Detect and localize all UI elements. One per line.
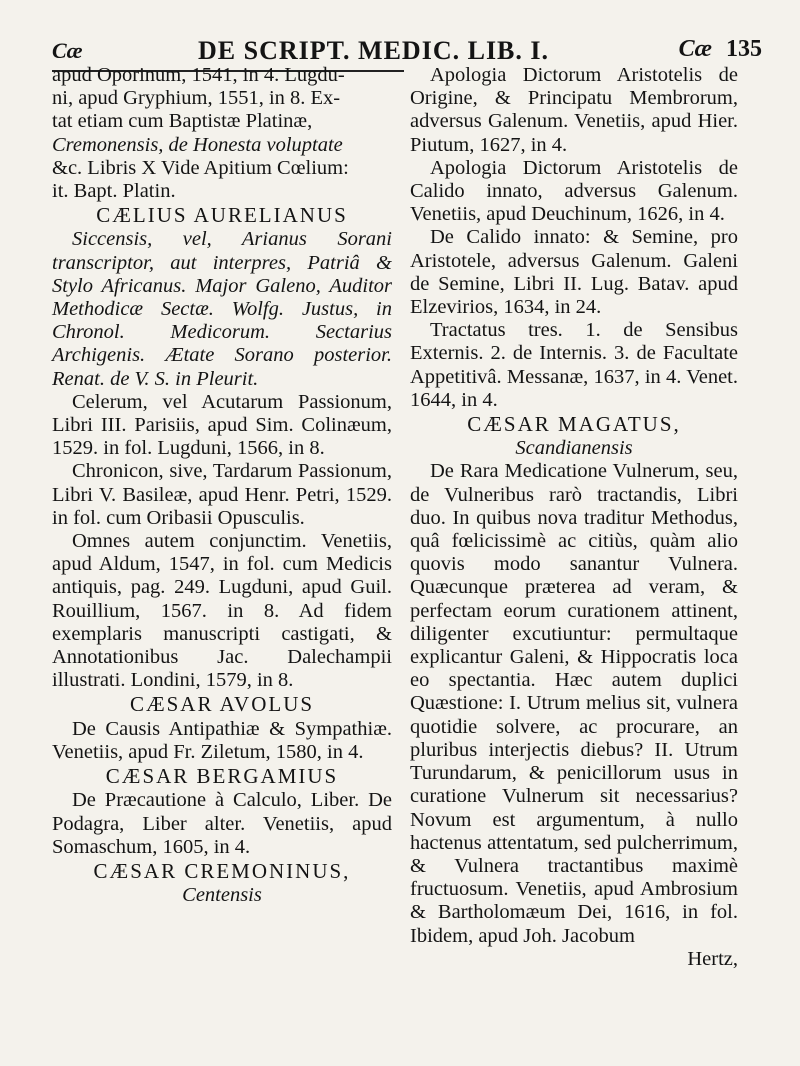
bibliography-entry: Omnes autem conjunctim. Venetiis, apud Aldum, 1547, in fol. cum Medicis antiquis, pag. 249. Lugduni, apud Guil. Rouillium, 1567. in 8. Ad fidem exemplaris manuscripti castigati, & Annotationibus Jac. Dalechampii illustrati. Londini, 1579, in 8. xyxy=(52,530,392,692)
author-origin: Centensis xyxy=(182,884,262,907)
bibliography-entry: Celerum, vel Acutarum Passionum, Libri III. Parisiis, apud Sim. Colinæum, 1529. in fol. Lugduni, 1566, in 8. xyxy=(52,390,392,460)
author-heading-cremoninus: CÆSAR CREMONINUS, xyxy=(93,858,351,883)
continuation-line: Cremonensis, de Honesta voluptate xyxy=(52,133,343,156)
author-heading-magatus: CÆSAR MAGATUS, xyxy=(467,412,681,437)
bibliography-entry: Tractatus tres. 1. de Sensibus Externis. 2. de Internis. 3. de Facultate Appetitivâ. Messanæ, 1637, in 4. Venet. 1644, in 4. xyxy=(410,319,738,411)
author-description: Siccensis, vel, Arianus Sorani transcriptor, aut interpres, Patriâ & Stylo Africanus. Major Galeno, Auditor Methodicæ Sectæ. Wolfg. Justus, in Chronol. Medicorum. Sectarius Archigenis. Ætate Sorano posterior. Renat. de V. S. in Pleurit. xyxy=(52,228,392,390)
bibliography-entry: De Præcautione à Calculo, Liber. De Podagra, Liber alter. Venetiis, apud Somaschum, 1605, in 4. xyxy=(52,789,392,858)
right-column xyxy=(410,64,738,971)
bibliography-entry: Chronicon, sive, Tardarum Passionum, Libri V. Basileæ, apud Henr. Petri, 1529. in fol. cum Oribasii Opusculis. xyxy=(52,460,392,529)
header-catchword-right: Cæ xyxy=(678,36,712,62)
author-heading-bergamius: CÆSAR BERGAMIUS xyxy=(105,764,339,789)
header-title: DE SCRIPT. MEDIC. LIB. I. xyxy=(198,36,550,65)
bibliography-entry: Apologia Dictorum Aristotelis de Calido innato, adversus Galenum. Venetiis, apud Deuchinum, 1626, in 4. xyxy=(410,156,738,226)
header-right xyxy=(679,36,762,63)
bibliography-entry: Apologia Dictorum Aristotelis de Origine, & Principatu Membrorum, adversus Galenum. Venetiis, apud Hier. Piutum, 1627, in 4. xyxy=(410,64,738,156)
continuation-line: ni, apud Gryphium, 1551, in 8. Ex- xyxy=(52,87,341,110)
author-heading-avolus: CÆSAR AVOLUS xyxy=(129,692,315,717)
continuation-line: it. Bapt. Platin. xyxy=(52,180,176,203)
author-heading-aurelianus: CÆLIUS AURELIANUS xyxy=(96,203,348,228)
left-column xyxy=(52,64,392,907)
continuation-line: apud Oporinum, 1541, in 4. Lugdu- xyxy=(52,64,345,86)
header-catchword-left: Cæ xyxy=(52,38,83,63)
bibliography-entry: De Rara Medicatione Vulnerum, seu, de Vulneribus rarò tractandis, Libri duo. In quibus nova traditur Methodus, quâ fœlicissimè ac citiùs, quàm alio quovis modo sanantur Vulnera. Quæcunque præterea ad veram, & perfectam eorum curationem attinent, diligenter excutiuntur: permultaque explicantur Galeni, & Hippocratis loca eo spectantia. Hæc autem duplici Quæstione: I. Utrum melius sit, vulnera quotidie solvere, ac procurare, an pluribus interjectis diebus? II. Utrum Turundarum, & penicillorum usus in curatione Vulnerum sit necessarius? Novum est argumentum, à nullo hactenus attentatum, sed pulcherrimum, & Vulnera tractantibus maximè fructuosum. Venetiis, apud Ambrosium & Bartholomæum Dei, 1616, in fol. Ibidem, apud Joh. Jacobum xyxy=(410,460,738,947)
bibliography-entry: De Calido innato: & Semine, pro Aristotele, adversus Galenum. Galeni de Semine, Libri II. Lug. Batav. apud Elzevirios, 1634, in 24. xyxy=(410,226,738,319)
page-number: 135 xyxy=(726,36,762,62)
author-origin: Scandianensis xyxy=(515,437,633,460)
catchword-bottom: Hertz, xyxy=(687,947,738,970)
continuation-line: &c. Libris X Vide Apitium Cœlium: xyxy=(52,156,349,179)
continuation-line: tat etiam cum Baptistæ Platinæ, xyxy=(52,110,313,133)
bibliography-entry: De Causis Antipathiæ & Sympathiæ. Venetiis, apud Fr. Ziletum, 1580, in 4. xyxy=(52,717,392,763)
